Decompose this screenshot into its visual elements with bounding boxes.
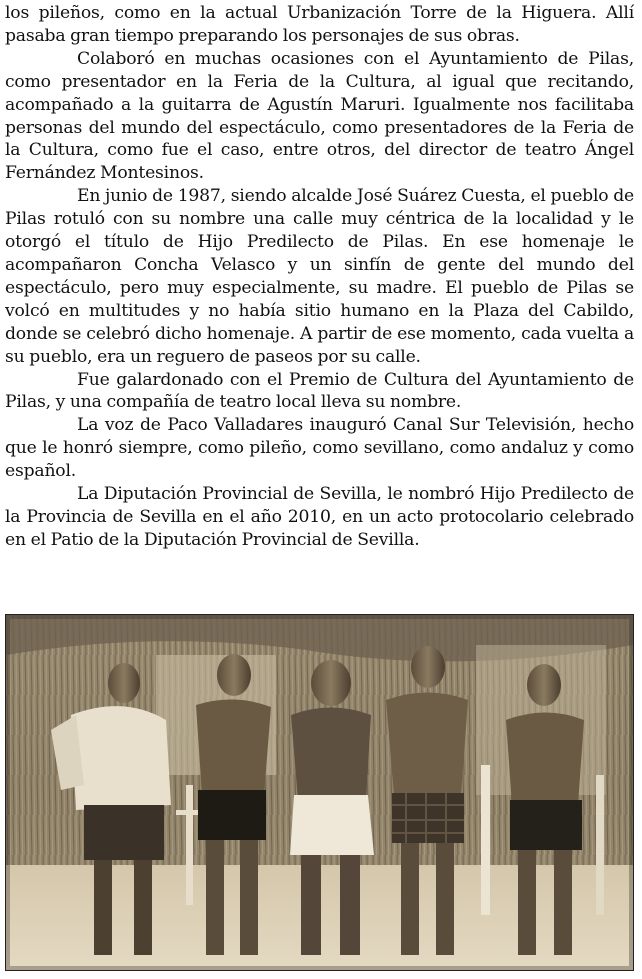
vintage-group-photo xyxy=(5,614,634,971)
body-text xyxy=(5,2,634,552)
photo-illustration xyxy=(6,615,633,970)
paragraph: los pileños, como en la actual Urbanización Torre de la Higuera. Allí pasaba gran tiempo preparando los personajes de sus obras. xyxy=(5,3,634,46)
paragraph: Fue galardonado con el Premio de Cultura del Ayuntamiento de Pilas, y una compañía de teatro local lleva su nombre. xyxy=(5,369,634,413)
paragraph: En junio de 1987, siendo alcalde José Suárez Cuesta, el pueblo de Pilas rotuló con su nombre una calle muy céntrica de la localidad y le otorgó el título de Hijo Predilecto de Pilas. En ese homenaje le acompañaron Concha Velasco y un sinfín de gente del mundo del espectáculo, pero muy especialmente, su madre. El pueblo de Pilas se volcó en multitudes y no había sitio humano en la Plaza del Cabildo, donde se celebró dicho homenaje. A partir de ese momento, cada vuelta a su pueblo, era un reguero de paseos por su calle. xyxy=(5,186,634,367)
paragraph: La voz de Paco Valladares inauguró Canal Sur Televisión, hecho que le honró siempre, como pileño, como sevillano, como andaluz y como español. xyxy=(5,415,634,482)
paragraph: Colaboró en muchas ocasiones con el Ayuntamiento de Pilas, como presentador en la Feria de la Cultura, al igual que recitando, acompañado a la guitarra de Agustín Maruri. Igualmente nos facilitaba personas del mundo del espectáculo, como presentadores de la Feria de la Cultura, como fue el caso, entre otros, del director de teatro Ángel Fernández Montesinos. xyxy=(5,48,634,184)
paragraph: La Diputación Provincial de Sevilla, le nombró Hijo Predilecto de la Provincia de Sevilla en el año 2010, en un acto protocolario celebrado en el Patio de la Diputación Provincial de Sevilla. xyxy=(5,484,634,550)
